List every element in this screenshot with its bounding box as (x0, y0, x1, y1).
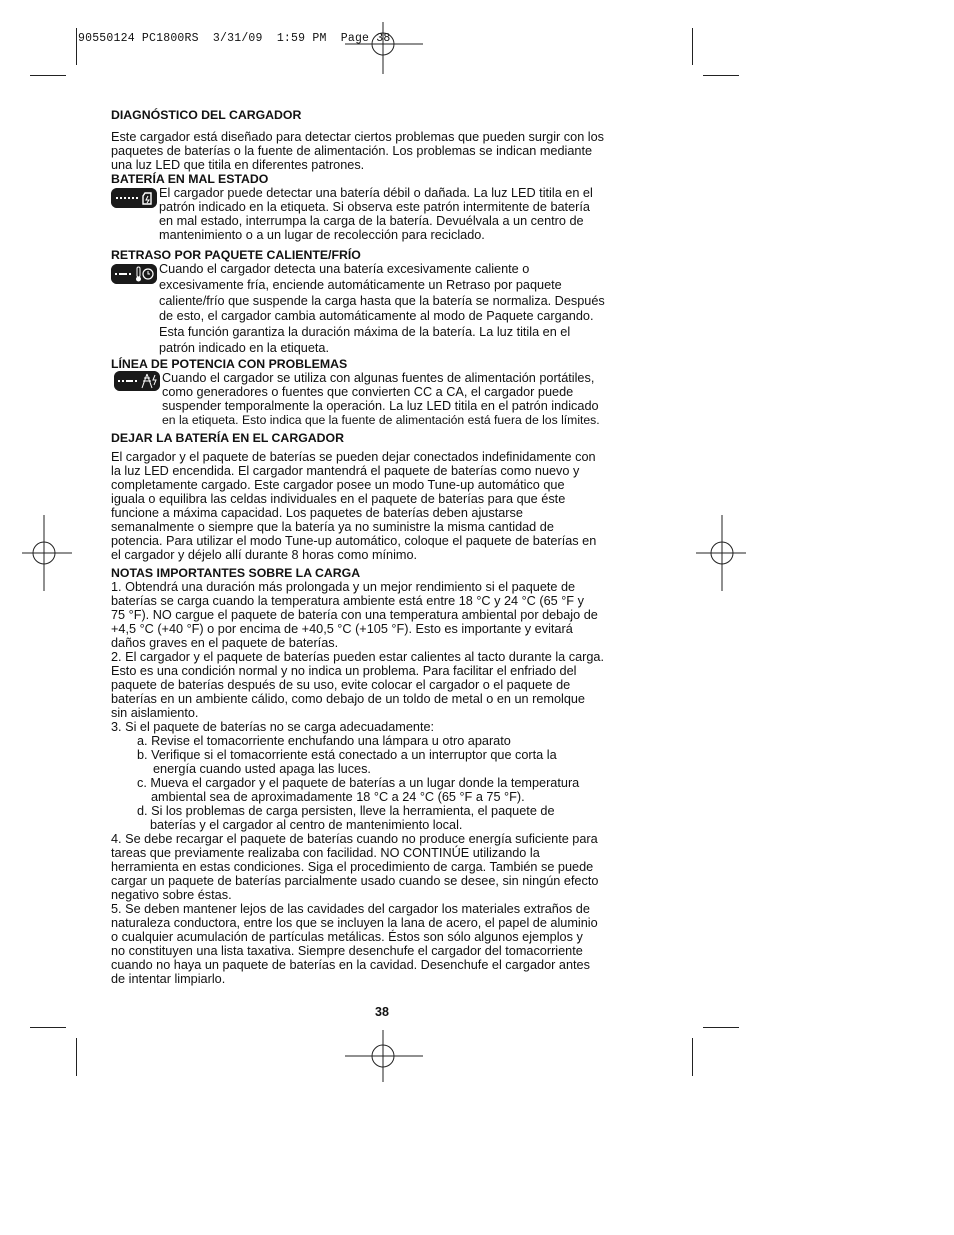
text-line: potencia. Para utilizar el modo Tune-up automático, coloque el paquete de baterías en (111, 533, 597, 548)
text-line: cargar un paquete de baterías parcialmente usado cuando se desee, sin ningún efecto (111, 873, 599, 888)
list-item-cont: ambiental sea de aproximadamente 18 °C a 24 °C (65 °F a 75 °F). (151, 789, 525, 804)
list-item: d. Si los problemas de carga persisten, lleve la herramienta, el paquete de (137, 803, 555, 818)
text-line: daños graves en el paquete de baterías. (111, 635, 339, 650)
section-heading: RETRASO POR PAQUETE CALIENTE/FRÍO (111, 248, 361, 262)
text-line: Cuando el cargador se utiliza con algunas fuentes de alimentación portátiles, (162, 370, 595, 385)
print-slug: 90550124 PC1800RS 3/31/09 1:59 PM Page 38 (78, 32, 391, 45)
text-line: en la etiqueta. Esto indica que la fuente de alimentación está fuera de los límites. (162, 412, 600, 427)
registration-mark-icon (22, 515, 72, 591)
registration-mark-icon (345, 22, 423, 74)
text-line: una luz LED que titila en diferentes patrones. (111, 158, 365, 172)
text-line: patrón indicado en la etiqueta. Si observa este patrón intermitente de batería (159, 200, 590, 214)
registration-mark-icon (696, 515, 746, 591)
crop-mark (30, 75, 66, 76)
hot-cold-delay-icon (111, 264, 157, 284)
list-item: c. Mueva el cargador y el paquete de baterías a un lugar donde la temperatura (137, 775, 580, 790)
text-line: el cargador y déjelo allí durante 8 horas como mínimo. (111, 547, 418, 562)
page-number: 38 (375, 1005, 389, 1019)
text-line: semanalmente o siempre que la batería ya no suministre la misma cantidad de (111, 519, 554, 534)
power-line-problem-icon (114, 371, 160, 391)
text-line: herramienta en estas condiciones. Siga el procedimiento de carga. También se puede (111, 859, 594, 874)
text-line: en mal estado, interrumpa la carga de la batería. Devuélvala a un centro de (159, 214, 584, 228)
crop-mark (692, 1038, 693, 1076)
text-line: paquete de baterías después de su uso, evite colocar el cargador o el paquete de (111, 677, 571, 692)
text-line: El cargador puede detectar una batería débil o dañada. La luz LED titila en el (159, 186, 593, 200)
section-diagnostico (111, 108, 659, 172)
text-line: suspender temporalmente la operación. La luz LED titila en el patrón indicado (162, 398, 599, 413)
text-line: paquetes de baterías o la fuente de alimentación. Los problemas se indican mediante (111, 144, 593, 158)
section-bad-battery (111, 172, 659, 242)
text-line: +4,5 °C (+40 °F) o por encima de +40,5 °C (+105 °F). Esto es importante y evitará (111, 621, 573, 636)
section-leave-battery (111, 431, 659, 562)
text-line: o cualquier acumulación de partículas metálicas. Éstos son sólo algunos ejemplos y (111, 929, 583, 944)
list-item-cont: baterías y el cargador al centro de mantenimiento local. (150, 817, 463, 832)
section-heading: NOTAS IMPORTANTES SOBRE LA CARGA (111, 565, 361, 580)
text-line: El cargador y el paquete de baterías se pueden dejar conectados indefinidamente con (111, 449, 596, 464)
text-line: 5. Se deben mantener lejos de las cavidades del cargador los materiales extraños de (111, 901, 590, 916)
text-line: 4. Se debe recargar el paquete de baterías cuando no produce energía suficiente para (111, 831, 598, 846)
text-line: 75 °F). NO cargue el paquete de batería con una temperatura ambiental por debajo de (111, 607, 598, 622)
text-line: caliente/frío que suspende la carga hasta que la batería se normaliza. Después (159, 293, 605, 308)
text-line: Esto es una condición normal y no indica un problema. Para facilitar el enfriado del (111, 663, 577, 678)
crop-mark (692, 28, 693, 65)
text-line: sin aislamiento. (111, 705, 199, 720)
text-line: de intentar limpiarlo. (111, 971, 226, 986)
text-line: la luz LED encendida. El cargador mantendrá el paquete de baterías como nuevo y (111, 463, 580, 478)
text-line: negativo sobre éstas. (111, 887, 232, 902)
text-line: patrón indicado en la etiqueta. (159, 340, 329, 355)
text-line: tareas que previamente realizaba con facilidad. NO CONTINÚE utilizando la (111, 845, 540, 860)
registration-mark-icon (345, 1030, 423, 1082)
crop-mark (76, 28, 77, 65)
text-line: Este cargador está diseñado para detectar ciertos problemas que pueden surgir con los (111, 130, 604, 144)
text-line: no constituyen una lista taxativa. Siempre desenchufe el cargador del tomacorriente (111, 943, 583, 958)
section-power-line (111, 357, 659, 427)
text-line: 3. Si el paquete de baterías no se carga adecuadamente: (111, 719, 435, 734)
text-line: iguala o equilibra las celdas individuales en el paquete de baterías para que éste (111, 491, 566, 506)
list-item-cont: energía cuando usted apaga las luces. (153, 761, 371, 776)
crop-mark (30, 1027, 66, 1028)
section-hot-cold-delay (111, 248, 659, 357)
text-line: Cuando el cargador detecta una batería excesivamente caliente o (159, 262, 530, 276)
page-content (111, 108, 659, 986)
list-item: a. Revise el tomacorriente enchufando una lámpara u otro aparato (137, 733, 511, 748)
text-line: de esto, el cargador cambia automáticamente al modo de Paquete cargando. (159, 309, 594, 324)
list-item: b. Verifique si el tomacorriente está conectado a un interruptor que corta la (137, 747, 557, 762)
text-line: excesivamente fría, enciende automáticamente un Retraso por paquete (159, 277, 562, 292)
text-line: baterías en un ambiente cálido, como debajo de un toldo de metal o en un remolque (111, 691, 585, 706)
bad-battery-led-icon (111, 188, 157, 208)
section-heading: BATERÍA EN MAL ESTADO (111, 172, 269, 186)
text-line: Esta función garantiza la duración máxima de la batería. La luz titila en el (159, 325, 571, 340)
section-heading: DEJAR LA BATERÍA EN EL CARGADOR (111, 430, 344, 445)
text-line: completamente cargado. Este cargador posee un modo Tune-up automático que (111, 477, 565, 492)
section-heading: LÍNEA DE POTENCIA CON PROBLEMAS (111, 356, 348, 371)
section-heading: DIAGNÓSTICO DEL CARGADOR (111, 108, 302, 122)
text-line: 2. El cargador y el paquete de baterías pueden estar calientes al tacto durante la carga. (111, 649, 605, 664)
text-line: 1. Obtendrá una duración más prolongada y un mejor rendimiento si el paquete de (111, 579, 576, 594)
crop-mark (76, 1038, 77, 1076)
text-line: cuando no haya un paquete de baterías en la cavidad. Desenchufe el cargador antes (111, 957, 590, 972)
text-line: como generadores o fuentes que convierten CC a CA, el cargador puede (162, 384, 574, 399)
crop-mark (703, 1027, 739, 1028)
text-line: funcione a máxima capacidad. Los paquetes de baterías deben ajustarse (111, 505, 523, 520)
crop-mark (703, 75, 739, 76)
text-line: naturaleza conductora, entre los que se incluyen la lana de acero, el papel de aluminio (111, 915, 598, 930)
section-important-notes (111, 566, 659, 986)
text-line: mantenimiento o a un lugar de recolección para reciclado. (159, 228, 485, 242)
text-line: baterías se carga cuando la temperatura ambiente está entre 18 °C y 24 °C (65 °F y (111, 593, 584, 608)
